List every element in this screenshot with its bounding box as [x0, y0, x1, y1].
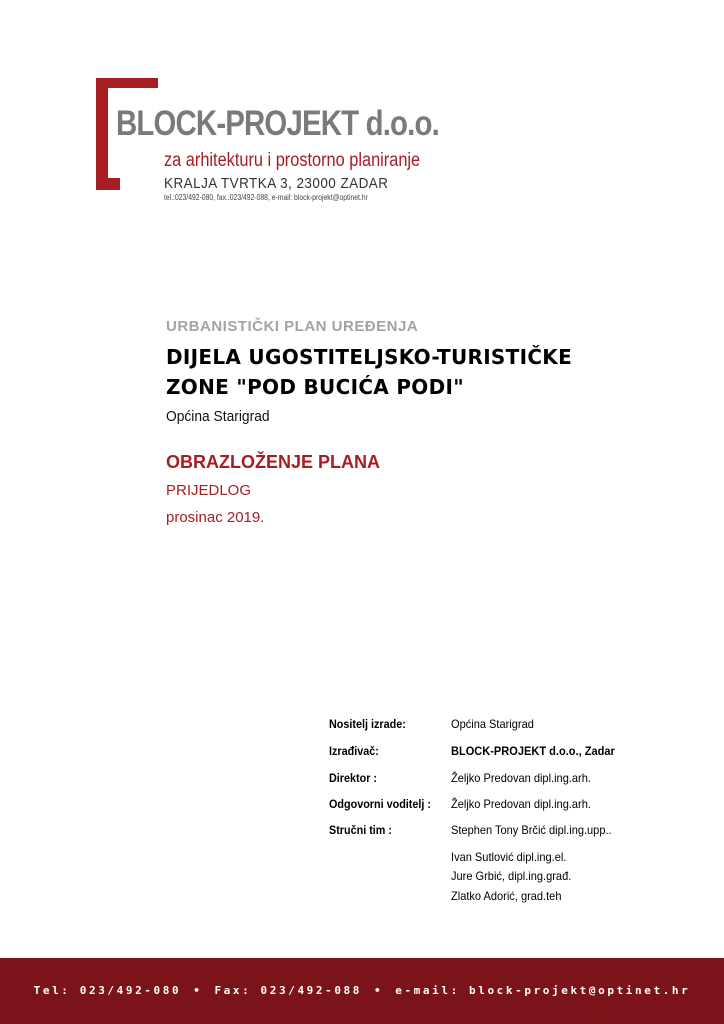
document-title: OBRAZLOŽENJE PLANA — [166, 452, 381, 472]
plan-type: URBANISTIČKI PLAN UREĐENJA — [166, 318, 419, 335]
logo-company-name: BLOCK-PROJEKT d.o.o. — [116, 104, 439, 143]
credits-label: Nositelj izrade: — [329, 717, 406, 731]
logo-address: KRALJA TVRTKA 3, 23000 ZADAR — [164, 175, 389, 192]
credits-value: Općina Starigrad — [451, 717, 534, 731]
credits-label: Stručni tim : — [329, 823, 393, 837]
team-member-name: Ivan Sutlović dipl.ing.el. — [451, 850, 567, 864]
plan-title-line-1: DIJELA UGOSTITELJSKO-TURISTIČKE — [166, 345, 573, 369]
logo-subtitle: za arhitekturu i prostorno planiranje — [164, 150, 421, 171]
document-date: prosinac 2019. — [166, 509, 265, 526]
credits-value: Stephen Tony Brčić dipl.ing.upp.. — [451, 823, 612, 837]
credits-value: BLOCK-PROJEKT d.o.o., Zadar — [451, 744, 615, 758]
credits-label: Direktor : — [329, 771, 378, 785]
plan-title — [166, 342, 572, 402]
footer-bar — [0, 958, 724, 1024]
municipality: Općina Starigrad — [166, 408, 270, 425]
footer-separator: • — [193, 984, 203, 997]
credits-label: Izrađivač: — [329, 744, 379, 758]
footer-fax: Fax: 023/492-088 — [214, 984, 362, 997]
logo-contact: tel.:023/492-080, fax.:023/492-088, e-mail: block-projekt@optinet.hr — [164, 193, 368, 202]
footer-separator: • — [374, 984, 384, 997]
document-status: PRIJEDLOG — [166, 482, 252, 499]
credits-label: Odgovorni voditelj : — [329, 797, 432, 811]
team-member-name: Zlatko Adorić, grad.teh — [451, 889, 562, 903]
footer-tel: Tel: 023/492-080 — [33, 984, 182, 997]
credits-value: Željko Predovan dipl.ing.arh. — [451, 771, 591, 785]
footer-contact — [0, 984, 724, 997]
plan-title-line-2: ZONE "POD BUCIĆA PODI" — [166, 375, 464, 399]
credits-value: Željko Predovan dipl.ing.arh. — [451, 797, 591, 811]
footer-email: e-mail: block-projekt@optinet.hr — [395, 984, 691, 997]
company-logo — [96, 78, 439, 208]
team-member-name: Jure Grbić, dipl.ing.građ. — [451, 869, 572, 883]
